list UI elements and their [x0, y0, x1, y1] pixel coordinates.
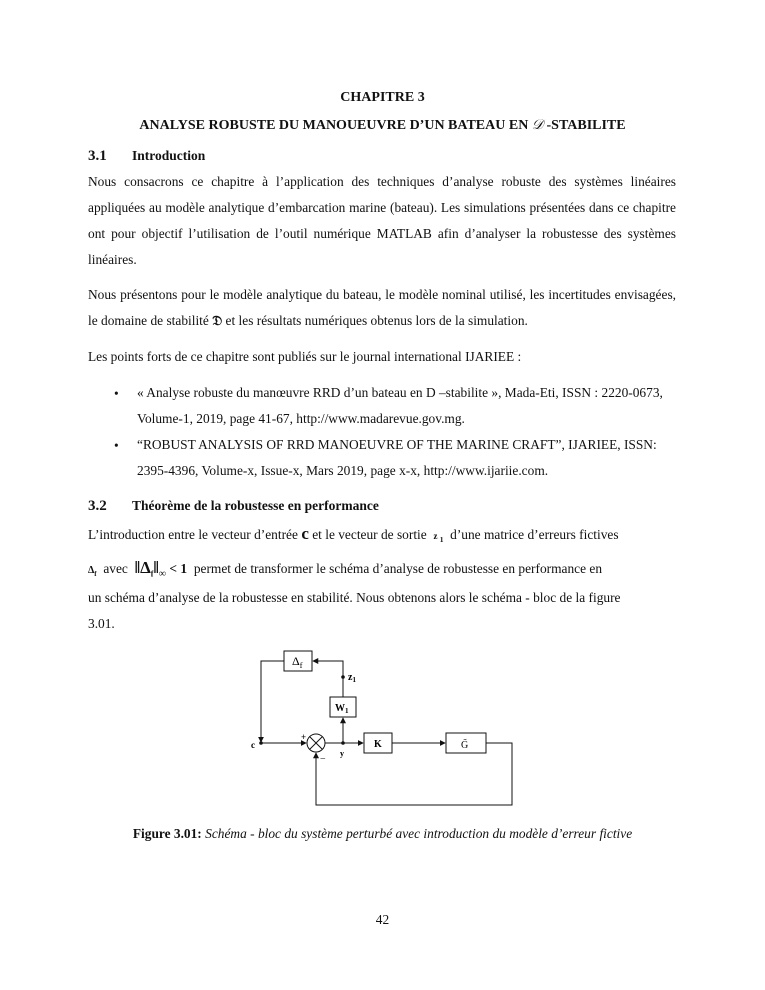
publications-intro: Les points forts de ce chapitre sont publiés sur le journal international IJARIEE : — [88, 349, 522, 364]
z1-label — [348, 672, 356, 684]
chapter-title-suffix: -STABILITE — [546, 118, 626, 133]
figure-caption — [0, 826, 765, 842]
infinity-symbol: ∞ — [158, 568, 167, 580]
norm-close: ‖ — [153, 558, 159, 577]
figure-caption-text: Schéma - bloc du système perturbé avec introduction du modèle d’erreur fictive — [205, 826, 633, 841]
delta-sub-glyph: f — [299, 661, 303, 670]
w-glyph: W — [335, 703, 345, 714]
delta-block-label — [292, 654, 303, 670]
input-vector-c: c — [301, 524, 309, 543]
y-label: y — [340, 749, 344, 758]
figure-label: Figure 3.01: — [132, 826, 202, 841]
text-run: d’une matrice d’erreurs fictives — [450, 527, 619, 542]
z-symbol: z — [433, 531, 438, 541]
publication-item: « Analyse robuste du manœuvre RRD d’un bateau en D –stabilite », Mada-Eti, ISSN : 2220-0673, Volume-1, 2019, page 41-67, http://www.madarevue.gov.mg. — [137, 385, 663, 426]
section-title: Introduction — [132, 148, 206, 163]
text-run: permet de transformer le schéma d’analyse de robustesse en performance en — [193, 561, 603, 576]
chapter-title-text: ANALYSE ROBUSTE DU MANOUEUVRE D’UN BATEAU EN — [139, 118, 529, 133]
w1-label — [335, 703, 349, 715]
delta-symbol: Δ — [88, 565, 95, 576]
c-label: c — [251, 740, 255, 750]
d-stability-symbol: 𝒟 — [531, 117, 543, 133]
publication-item: “ROBUST ANALYSIS OF RRD MANOEUVRE OF THE MARINE CRAFT”, IJARIEE, ISSN: 2395-4396, Volume-x, Issue-x, Mars 2019, page x-x, http://www.ijariie.com. — [137, 437, 657, 478]
intro-paragraph: Nous consacrons ce chapitre à l’application des techniques d’analyse robuste des systèmes linéaires appliquées au modèle analytique d’embarcation marine (bateau). Les simulations présentées dans ce chapitre ont pour objectif l’utilisation de l’outil numérique MATLAB afin d’analyser la robustesse des systèmes linéaires. — [88, 174, 676, 267]
text-run: L’introduction entre le vecteur d’entrée — [88, 527, 298, 542]
d-domain-symbol: 𝔇 — [212, 313, 223, 329]
delta-glyph: Δ — [292, 654, 300, 668]
z-sub-glyph: 1 — [352, 676, 356, 684]
presentation-text-end: et les résultats numériques obtenus lors de la simulation. — [225, 313, 528, 328]
section-number: 3.2 — [88, 498, 107, 514]
theorem-line-3: un schéma d’analyse de la robustesse en stabilité. Nous obtenons alors le schéma - bloc de la figure — [88, 590, 621, 605]
text-run: et le vecteur de sortie — [312, 527, 427, 542]
norm-open: ‖Δ — [134, 558, 151, 577]
bullet-marker: • — [114, 438, 119, 453]
delta-subscript: f — [94, 570, 97, 578]
bullet-marker: • — [114, 386, 119, 401]
minus-sign: − — [320, 754, 326, 765]
theorem-line-4: 3.01. — [88, 616, 115, 631]
section-title: Théorème de la robustesse en performance — [132, 498, 379, 513]
page-number: 42 — [375, 912, 390, 927]
delta-to-c-line — [261, 661, 284, 742]
presentation-text: Nous présentons pour le modèle analytique du bateau, le modèle nominal utilisé, les incertitudes envisagées, le domaine de stabilité — [88, 287, 676, 328]
g-label: G̃ — [461, 740, 469, 751]
w-sub-glyph: 1 — [345, 707, 349, 715]
z-subscript: 1 — [439, 534, 444, 544]
section-number: 3.1 — [88, 148, 107, 164]
z-glyph: z — [348, 672, 353, 683]
chapter-label: CHAPITRE 3 — [340, 90, 425, 105]
plus-sign: + — [301, 732, 307, 742]
norm-subscript: f — [150, 569, 154, 579]
k-label: K — [374, 739, 382, 750]
less-than-one: < 1 — [169, 561, 188, 576]
text-run: avec — [103, 561, 128, 576]
